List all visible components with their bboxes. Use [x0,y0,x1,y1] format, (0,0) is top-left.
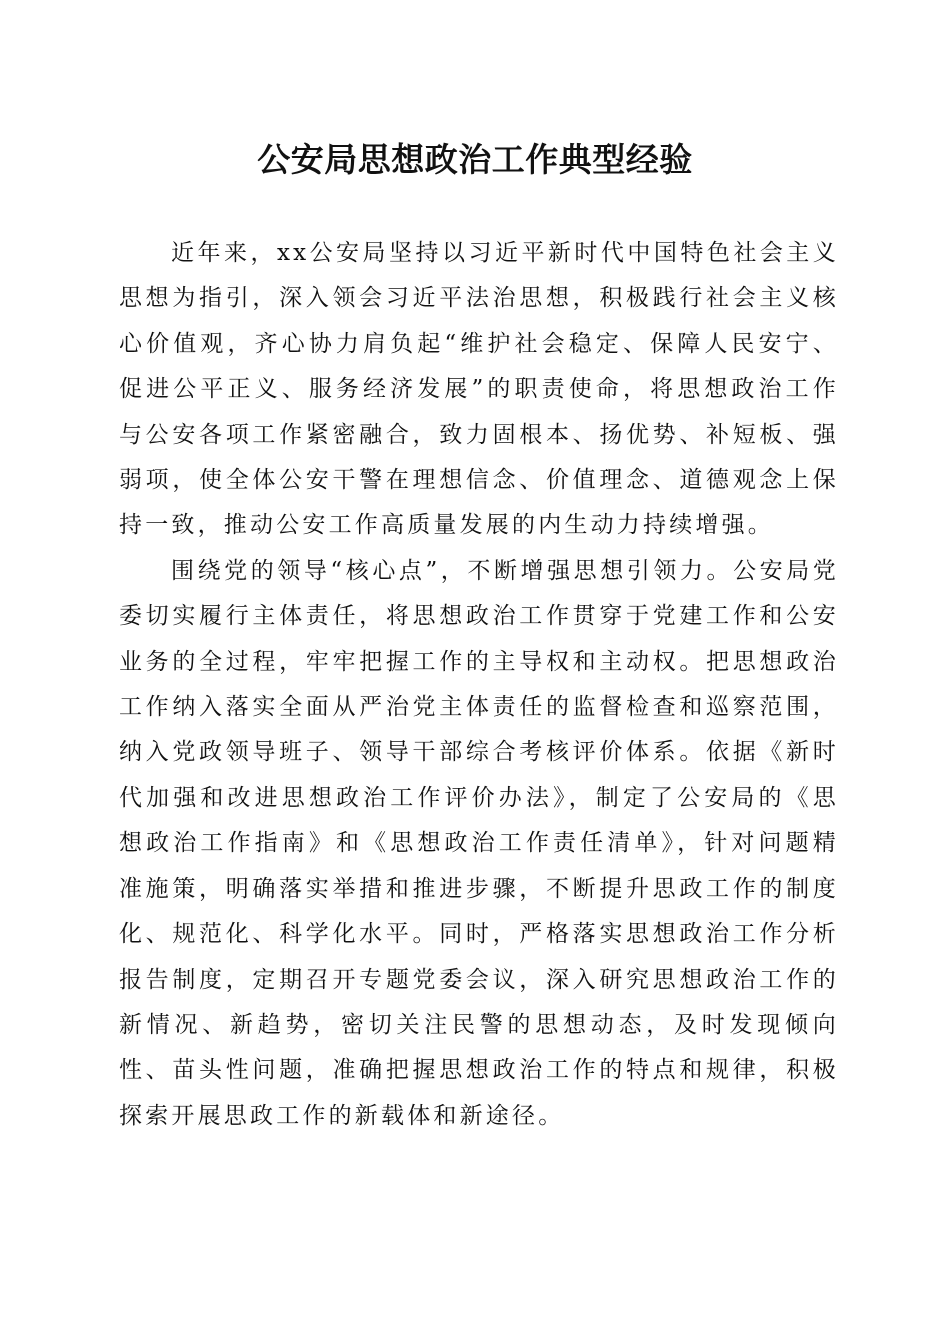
paragraph-party-leadership: 围绕党的领导“核心点”，不断增强思想引领力。公安局党委切实履行主体责任，将思想政治工作贯穿于党建工作和公安业务的全过程，牢牢把握工作的主导权和主动权。把思想政治工作纳入落实全面从严治党主体责任的监督检查和巡察范围，纳入党政领导班子、领导干部综合考核评价体系。依据《新时代加强和改进思想政治工作评价办法》，制定了公安局的《思想政治工作指南》和《思想政治工作责任清单》，针对问题精准施策，明确落实举措和推进步骤，不断提升思政工作的制度化、规范化、科学化水平。同时，严格落实思想政治工作分析报告制度，定期召开专题党委会议，深入研究思想政治工作的新情况、新趋势，密切关注民警的思想动态，及时发现倾向性、苗头性问题，准确把握思想政治工作的特点和规律，积极探索开展思政工作的新载体和新途径。 [119,557,839,1129]
document-title: 公安局思想政治工作典型经验 [257,140,693,179]
document-body [119,231,839,1139]
paragraph-intro: 近年来，xx公安局坚持以习近平新时代中国特色社会主义思想为指引，深入领会习近平法治思想，积极践行社会主义核心价值观，齐心协力肩负起“维护社会稳定、保障人民安宁、促进公平正义、服务经济发展”的职责使命，将思想政治工作与公安各项工作紧密融合，致力固根本、扬优势、补短板、强弱项，使全体公安干警在理想信念、价值理念、道德观念上保持一致，推动公安工作高质量发展的内生动力持续增强。 [119,240,839,539]
